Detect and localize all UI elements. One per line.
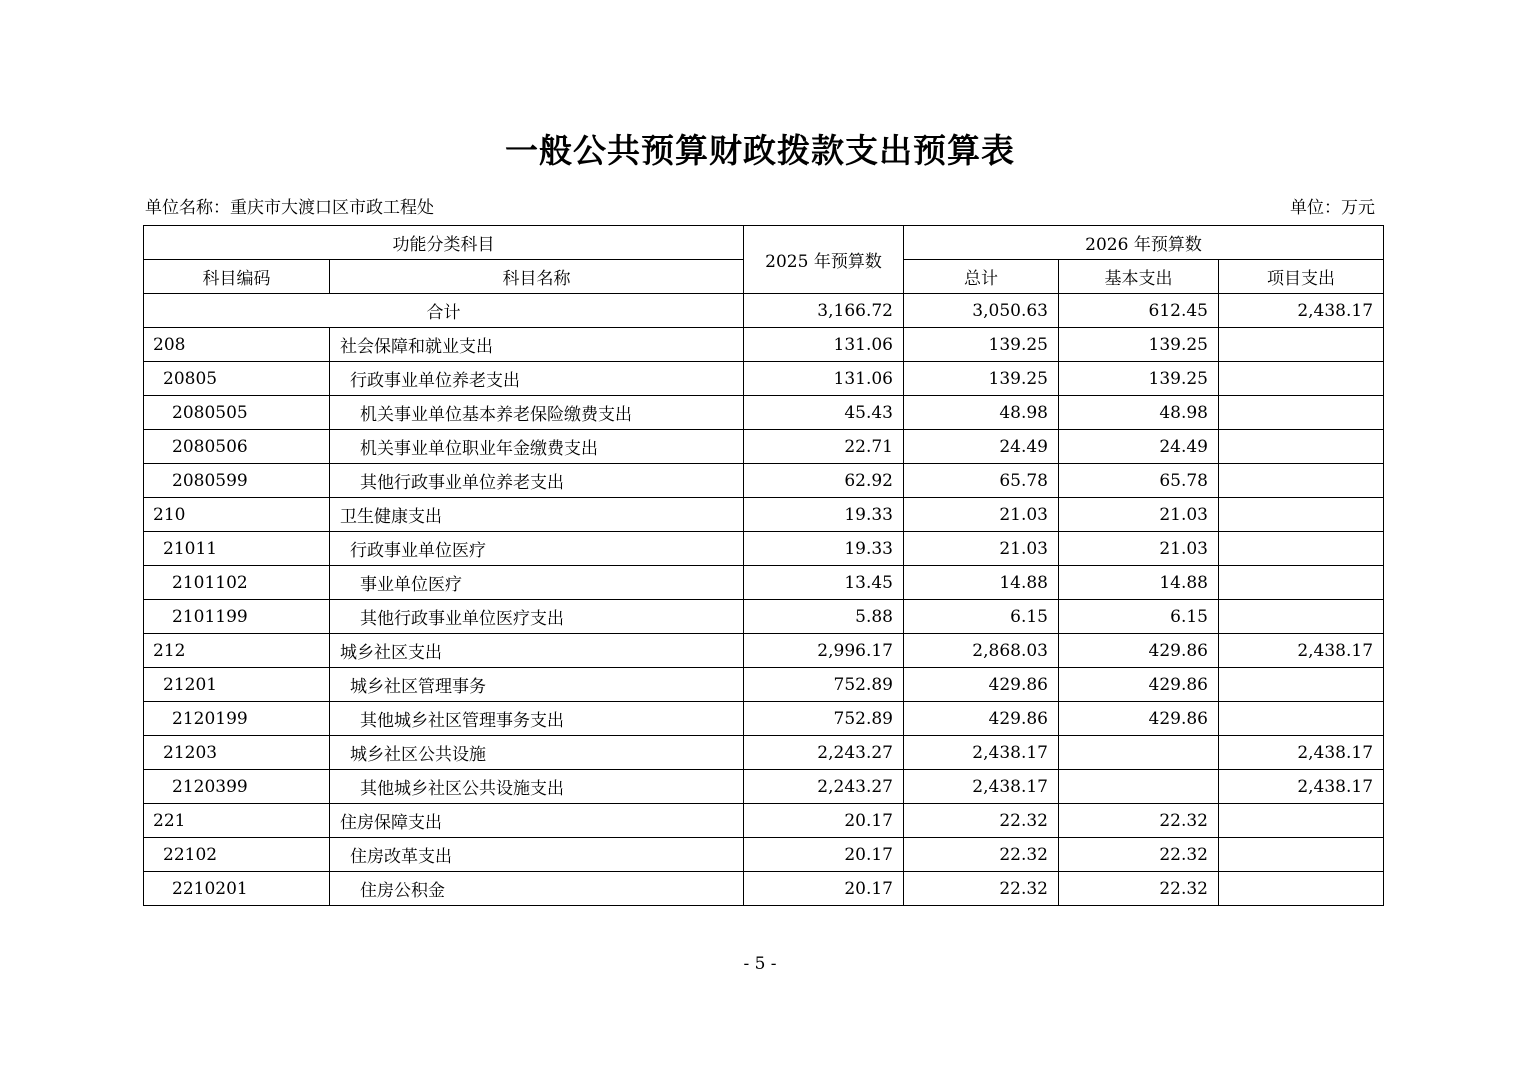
row-basic: 65.78 (1059, 464, 1219, 498)
header-code: 科目编码 (144, 260, 330, 294)
header-basic: 基本支出 (1059, 260, 1219, 294)
row-total: 21.03 (904, 498, 1059, 532)
header-row-1 (144, 226, 1384, 260)
row-name: 事业单位医疗 (330, 566, 744, 600)
row-name: 机关事业单位职业年金缴费支出 (330, 430, 744, 464)
row-basic: 139.25 (1059, 328, 1219, 362)
header-func-class: 功能分类科目 (144, 226, 744, 260)
table-row (144, 600, 1384, 634)
row-basic: 22.32 (1059, 804, 1219, 838)
row-b2025: 19.33 (744, 498, 904, 532)
row-project (1219, 328, 1384, 362)
row-b2025: 2,243.27 (744, 770, 904, 804)
row-b2025: 62.92 (744, 464, 904, 498)
row-project (1219, 498, 1384, 532)
row-b2025: 22.71 (744, 430, 904, 464)
row-name: 住房公积金 (330, 872, 744, 906)
row-project (1219, 702, 1384, 736)
row-total: 48.98 (904, 396, 1059, 430)
row-b2025: 20.17 (744, 838, 904, 872)
table-row (144, 464, 1384, 498)
row-name: 社会保障和就业支出 (330, 328, 744, 362)
row-total: 22.32 (904, 804, 1059, 838)
row-project (1219, 464, 1384, 498)
table-row (144, 804, 1384, 838)
table-row (144, 328, 1384, 362)
table-row (144, 532, 1384, 566)
unit-label: 单位：万元 (1290, 198, 1375, 218)
row-code: 212 (144, 634, 330, 668)
row-b2025: 2,243.27 (744, 736, 904, 770)
table-row (144, 770, 1384, 804)
row-basic: 21.03 (1059, 532, 1219, 566)
row-b2025: 131.06 (744, 328, 904, 362)
row-total: 429.86 (904, 702, 1059, 736)
row-code: 2101199 (144, 600, 330, 634)
row-basic (1059, 770, 1219, 804)
row-basic: 22.32 (1059, 838, 1219, 872)
table-row (144, 566, 1384, 600)
row-name: 行政事业单位养老支出 (330, 362, 744, 396)
budget-table (143, 225, 1384, 906)
row-project (1219, 362, 1384, 396)
row-name: 住房保障支出 (330, 804, 744, 838)
header-budget-2026: 2026 年预算数 (904, 226, 1384, 260)
row-total: 2,438.17 (904, 770, 1059, 804)
total-b2025: 3,166.72 (744, 294, 904, 328)
total-label: 合计 (144, 294, 744, 328)
unit-name-label: 单位名称：重庆市大渡口区市政工程处 (145, 198, 434, 218)
row-project (1219, 838, 1384, 872)
table-row (144, 668, 1384, 702)
row-total: 429.86 (904, 668, 1059, 702)
row-name: 城乡社区公共设施 (330, 736, 744, 770)
row-basic: 48.98 (1059, 396, 1219, 430)
row-b2025: 752.89 (744, 702, 904, 736)
row-basic: 22.32 (1059, 872, 1219, 906)
header-name: 科目名称 (330, 260, 744, 294)
row-b2025: 2,996.17 (744, 634, 904, 668)
row-project (1219, 872, 1384, 906)
row-project (1219, 668, 1384, 702)
row-total: 22.32 (904, 872, 1059, 906)
row-code: 2080505 (144, 396, 330, 430)
row-total: 65.78 (904, 464, 1059, 498)
row-b2025: 13.45 (744, 566, 904, 600)
row-code: 21011 (144, 532, 330, 566)
total-basic: 612.45 (1059, 294, 1219, 328)
header-total: 总计 (904, 260, 1059, 294)
row-name: 其他城乡社区公共设施支出 (330, 770, 744, 804)
row-basic: 14.88 (1059, 566, 1219, 600)
row-project: 2,438.17 (1219, 770, 1384, 804)
row-name: 城乡社区支出 (330, 634, 744, 668)
row-total: 139.25 (904, 362, 1059, 396)
row-name: 行政事业单位医疗 (330, 532, 744, 566)
row-total: 14.88 (904, 566, 1059, 600)
row-project (1219, 430, 1384, 464)
row-code: 2080506 (144, 430, 330, 464)
table-row (144, 430, 1384, 464)
row-total: 24.49 (904, 430, 1059, 464)
page-number: - 5 - (743, 954, 777, 974)
row-code: 2080599 (144, 464, 330, 498)
row-code: 210 (144, 498, 330, 532)
row-code: 22102 (144, 838, 330, 872)
row-name: 城乡社区管理事务 (330, 668, 744, 702)
total-row (144, 294, 1384, 328)
page-title: 一般公共预算财政拨款支出预算表 (505, 131, 1015, 170)
row-project (1219, 566, 1384, 600)
table-row (144, 498, 1384, 532)
row-code: 20805 (144, 362, 330, 396)
row-total: 6.15 (904, 600, 1059, 634)
row-project: 2,438.17 (1219, 634, 1384, 668)
table-row (144, 838, 1384, 872)
row-code: 21201 (144, 668, 330, 702)
row-code: 2120199 (144, 702, 330, 736)
row-b2025: 45.43 (744, 396, 904, 430)
row-b2025: 19.33 (744, 532, 904, 566)
row-code: 208 (144, 328, 330, 362)
row-code: 2210201 (144, 872, 330, 906)
row-b2025: 20.17 (744, 804, 904, 838)
row-basic: 429.86 (1059, 634, 1219, 668)
total-total: 3,050.63 (904, 294, 1059, 328)
row-project (1219, 600, 1384, 634)
row-project: 2,438.17 (1219, 736, 1384, 770)
row-basic: 139.25 (1059, 362, 1219, 396)
table-row (144, 702, 1384, 736)
row-name: 住房改革支出 (330, 838, 744, 872)
row-total: 22.32 (904, 838, 1059, 872)
header-project: 项目支出 (1219, 260, 1384, 294)
row-total: 21.03 (904, 532, 1059, 566)
header-budget-2025: 2025 年预算数 (744, 226, 904, 294)
total-project: 2,438.17 (1219, 294, 1384, 328)
row-total: 2,438.17 (904, 736, 1059, 770)
row-basic: 429.86 (1059, 702, 1219, 736)
row-project (1219, 532, 1384, 566)
row-project (1219, 396, 1384, 430)
row-code: 2101102 (144, 566, 330, 600)
row-basic (1059, 736, 1219, 770)
row-basic: 24.49 (1059, 430, 1219, 464)
table-row (144, 362, 1384, 396)
row-name: 其他行政事业单位医疗支出 (330, 600, 744, 634)
row-total: 139.25 (904, 328, 1059, 362)
row-code: 21203 (144, 736, 330, 770)
row-b2025: 20.17 (744, 872, 904, 906)
row-project (1219, 804, 1384, 838)
row-b2025: 5.88 (744, 600, 904, 634)
table-row (144, 872, 1384, 906)
row-name: 其他城乡社区管理事务支出 (330, 702, 744, 736)
table-row (144, 396, 1384, 430)
row-basic: 6.15 (1059, 600, 1219, 634)
row-name: 机关事业单位基本养老保险缴费支出 (330, 396, 744, 430)
table-row (144, 634, 1384, 668)
row-code: 2120399 (144, 770, 330, 804)
row-basic: 21.03 (1059, 498, 1219, 532)
table-row (144, 736, 1384, 770)
row-code: 221 (144, 804, 330, 838)
row-b2025: 752.89 (744, 668, 904, 702)
row-b2025: 131.06 (744, 362, 904, 396)
row-name: 其他行政事业单位养老支出 (330, 464, 744, 498)
row-name: 卫生健康支出 (330, 498, 744, 532)
row-total: 2,868.03 (904, 634, 1059, 668)
row-basic: 429.86 (1059, 668, 1219, 702)
